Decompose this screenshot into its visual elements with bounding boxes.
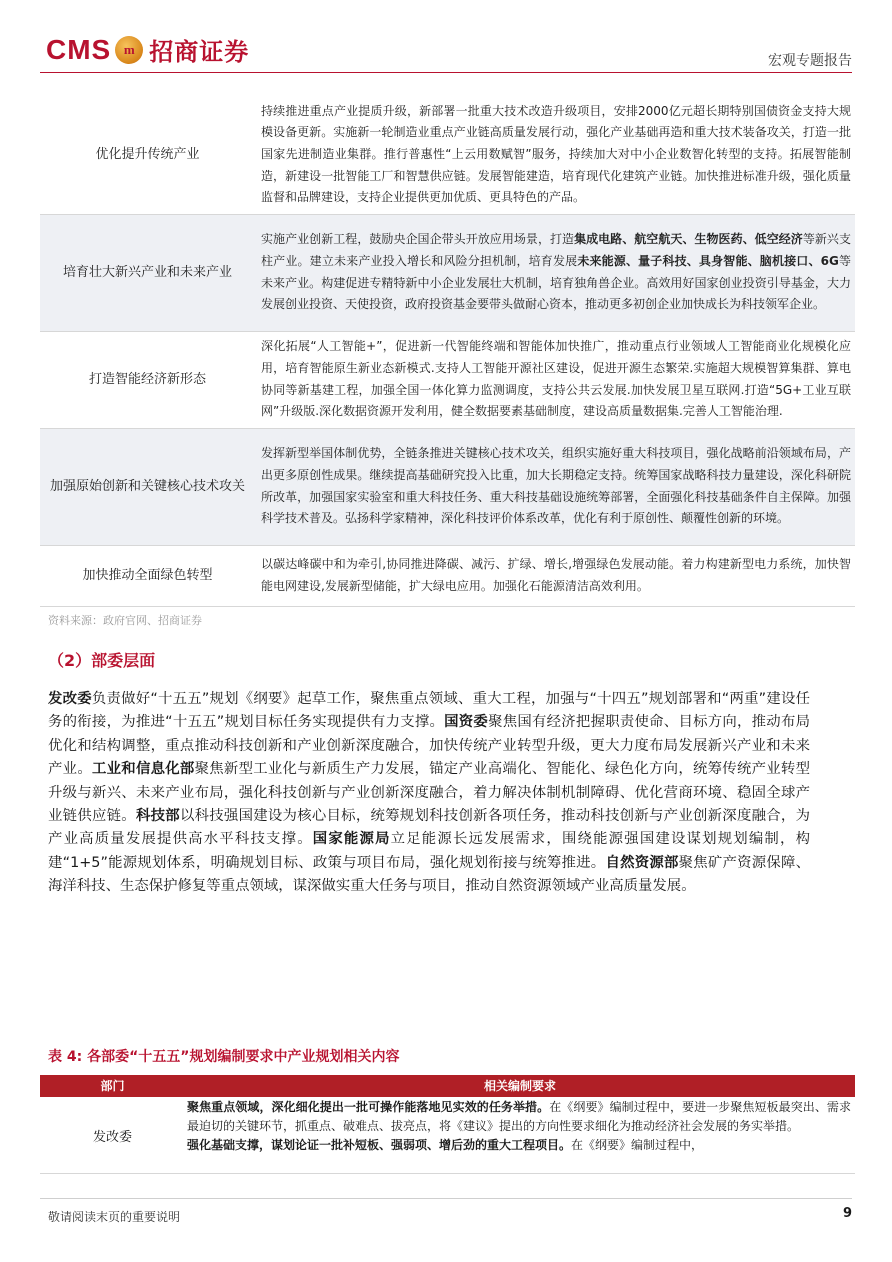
page-header xyxy=(40,28,852,76)
dept-name: 国资委 xyxy=(444,714,489,731)
requirement-item xyxy=(187,1136,851,1155)
table-header-row xyxy=(40,1075,855,1097)
dept-description: 聚焦新型工业化与新质生产力发展，锚定产业高端化、智能化、绿色化方向，统筹传统产业转型升级与新兴、未来产业布局，强化科技创新与产业创新深度融合，着力解决体制机制障碍、优化营商环境、稳固全球产业链供应链。 xyxy=(48,761,810,825)
logo-emblem-icon: m xyxy=(115,36,143,64)
table-caption: 表 4: 各部委“十五五”规划编制要求中产业规划相关内容 xyxy=(48,1049,400,1065)
dept-description: 负责做好“十五五”规划《纲要》起草工作，聚焦重点领域、重大工程，加强与“十四五”规划部署和“两重”建设任务的衔接，为推进“十五五”规划目标任务实现提供有力支撑。 xyxy=(48,691,810,731)
text-segment: 实施产业创新工程，鼓励央企国企带头开放应用场景，打造 xyxy=(261,232,575,247)
logo-latin-text: CMS xyxy=(46,33,112,65)
table-row xyxy=(40,214,855,331)
requirement-heading: 聚焦重点领域，深化细化提出一批可操作能落地见实效的任务举措。 xyxy=(187,1100,550,1114)
ministry-requirements-table xyxy=(40,1075,855,1174)
dept-description: 聚焦国有经济把握职责使命、目标方向，推动布局优化和结构调整，重点推动科技创新和产业创新深度融合，加快传统产业转型升级，更大力度布局发展新兴产业和未来产业。 xyxy=(48,714,810,778)
table-row xyxy=(40,96,855,214)
requirement-text: 在《纲要》编制过程中， xyxy=(571,1138,704,1152)
table-source-note: 资料来源：政府官网、招商证券 xyxy=(48,614,202,627)
dept-description: 立足能源长远发展需求，围绕能源强国建设谋划规划编制，构建“1+5”能源规划体系，明确规划目标、政策与项目布局，强化规划衔接与统筹推进。 xyxy=(48,831,810,871)
company-logo xyxy=(46,32,249,67)
row-text: 发挥新型举国体制优势，全链条推进关键核心技术攻关，组织实施好重大科技项目，强化战略前沿领域布局，产出更多原创性成果。继续提高基础研究投入比重，加大长期稳定支持。统筹国家战略科技力量建设，深化科研院所改革，加强国家实验室和重大科技任务、重大科技基础设施统筹部署，全面强化科技基础条件自主保障。加强科学技术普及。弘扬科学家精神，深化科技评价体系改革，优化有利于原创性、颠覆性创新的环境。 xyxy=(255,428,855,545)
industry-policy-table xyxy=(40,96,855,607)
row-text: 深化拓展“人工智能+”，促进新一代智能终端和智能体加快推广，推动重点行业领域人工智能商业化规模化应用，培育智能原生新业态新模式.支持人工智能开源社区建设，促进开源生态繁荣.实施超大规模智算集群、算电协同等新基建工程，加强全国一体化算力监测调度，支持公共云发展.加快发展卫星互联网.打造“5G+工业互联网”升级版.深化数据资源开发利用，健全数据要素基础制度，建设高质量数据集.完善人工智能治理. xyxy=(255,331,855,428)
dept-cell: 发改委 xyxy=(92,1129,132,1145)
text-segment: 等未来产业。构建促进专精特新中小企业发展壮大机制，培育独角兽企业。高效用好国家创业投资引导基金，大力发展创业投资、天使投资，政府投资基金要带头做耐心资本，推动更多初创企业加快成长为科技领军企业。 xyxy=(261,253,851,312)
dept-name: 科技部 xyxy=(135,808,180,825)
page-number: 9 xyxy=(842,1206,852,1221)
report-type-label: 宏观专题报告 xyxy=(768,53,852,69)
header-divider xyxy=(40,72,852,73)
column-header-requirements: 相关编制要求 xyxy=(483,1079,556,1093)
body-paragraph xyxy=(48,688,810,899)
row-text: 持续推进重点产业提质升级，新部署一批重大技术改造升级项目，安排2000亿元超长期特别国债资金支持大规模设备更新。实施新一轮制造业重点产业链高质量发展行动，强化产业基础再造和重大技术装备攻关，打造一批国家先进制造业集群。推行普惠性“上云用数赋智”服务，持续加大对中小企业数智化转型的支持。拓展智能制造，新建设一批智能工厂和智慧供应链。发展智能建造，培育现代化建筑产业链。加快推进标准升级，强化质量监督和品牌建设，支持企业提供更加优质、更具特色的产品。 xyxy=(255,96,855,214)
requirement-heading: 强化基础支撑，谋划论证一批补短板、强弱项、增后劲的重大工程项目。 xyxy=(187,1138,572,1152)
column-header-dept: 部门 xyxy=(100,1079,125,1093)
table-row xyxy=(40,331,855,428)
requirement-item xyxy=(187,1098,851,1136)
dept-name: 国家能源局 xyxy=(312,831,391,848)
bold-segment: 未来能源、量子科技、具身智能、脑机接口、6G xyxy=(577,253,839,268)
section-title: （2）部委层面 xyxy=(48,651,156,670)
dept-name: 自然资源部 xyxy=(605,854,679,871)
bold-segment: 集成电路、航空航天、生物医药、低空经济 xyxy=(574,232,803,247)
row-text xyxy=(255,214,855,331)
footer-disclaimer: 敬请阅读末页的重要说明 xyxy=(48,1210,181,1224)
row-label: 加快推动全面绿色转型 xyxy=(40,545,255,606)
row-label: 加强原始创新和关键核心技术攻关 xyxy=(40,428,255,545)
row-label: 优化提升传统产业 xyxy=(40,96,255,214)
text-segment: 等新兴支柱产业。建立未来产业投入增长和风险分担机制，培育发展 xyxy=(261,232,851,268)
table-row xyxy=(40,545,855,606)
requirement-text: 在《纲要》编制过程中，要进一步聚焦短板最突出、需求最迫切的关键环节，抓重点、破难点、拔亮点，将《建议》提出的方向性要求细化为推动经济社会发展的务实举措。 xyxy=(187,1100,851,1133)
row-text: 以碳达峰碳中和为牵引,协同推进降碳、减污、扩绿、增长,增强绿色发展动能。着力构建新型电力系统，加快智能电网建设,发展新型储能，扩大绿电应用。加强化石能源清洁高效利用。 xyxy=(255,545,855,606)
row-label: 培育壮大新兴产业和未来产业 xyxy=(40,214,255,331)
table-row xyxy=(40,428,855,545)
dept-name: 工业和信息化部 xyxy=(91,761,195,778)
dept-description: 聚焦矿产资源保障、海洋科技、生态保护修复等重点领域，谋深做实重大任务与项目，推动自然资源领域产业高质量发展。 xyxy=(48,854,810,895)
footer-divider xyxy=(40,1198,852,1199)
row-label: 打造智能经济新形态 xyxy=(40,331,255,428)
table-row xyxy=(40,1097,855,1174)
logo-chinese-text: 招商证券 xyxy=(149,38,250,66)
dept-description: 以科技强国建设为核心目标，统筹规划科技创新各项任务，推动科技创新与产业创新深度融合，为产业高质量发展提供高水平科技支撑。 xyxy=(48,808,810,848)
dept-name: 发改委 xyxy=(48,691,92,707)
requirements-cell xyxy=(185,1097,855,1173)
